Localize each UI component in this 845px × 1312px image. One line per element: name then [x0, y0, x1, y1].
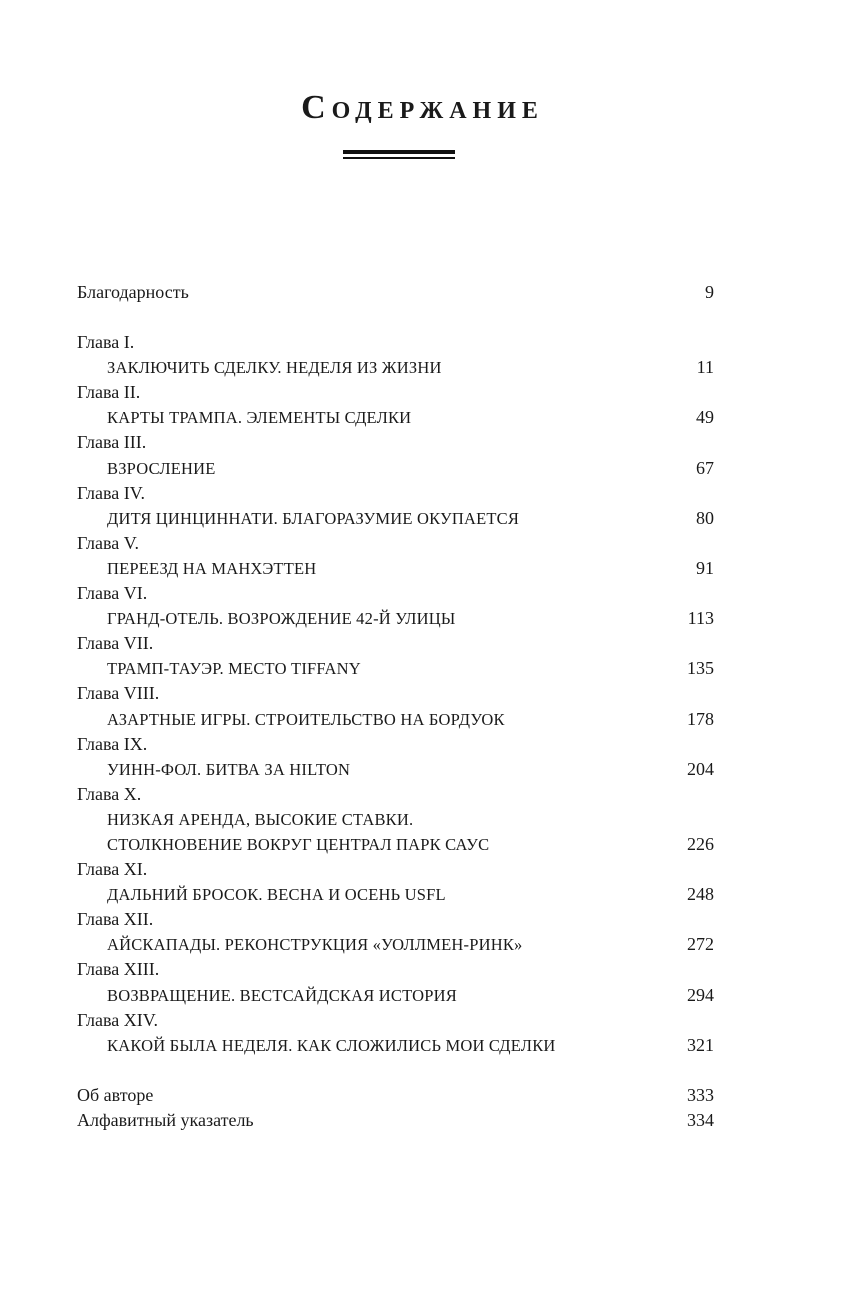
toc-entry-title: НИЗКАЯ АРЕНДА, ВЫСОКИЕ СТАВКИ. [107, 809, 414, 829]
toc-entry-page: 11 [696, 357, 714, 378]
toc-entry-chapter-4[interactable] [77, 506, 714, 531]
chapter-label: Глава I. [77, 332, 135, 353]
toc-entry-page: 333 [687, 1084, 714, 1105]
toc-entry-page: 135 [687, 658, 714, 679]
title-rule-thick [343, 150, 455, 154]
chapter-label: Глава IX. [77, 733, 148, 754]
chapter-label: Глава XI. [77, 859, 148, 880]
title-rule-thin [343, 157, 455, 159]
chapter-label: Глава XIV. [77, 1009, 158, 1030]
toc-entry-title: ДИТЯ ЦИНЦИННАТИ. БЛАГОРАЗУМИЕ ОКУПАЕТСЯ [107, 508, 520, 528]
toc-entry-chapter-10[interactable] [77, 832, 714, 857]
toc-entry-title: СТОЛКНОВЕНИЕ ВОКРУГ ЦЕНТРАЛ ПАРК САУС [107, 834, 490, 854]
toc-entry-chapter-14[interactable] [77, 1033, 714, 1058]
toc-entry-chapter-1[interactable] [77, 355, 714, 380]
toc-entry-page: 80 [696, 507, 714, 528]
toc-entry-page: 321 [687, 1034, 714, 1055]
chapter-label: Глава VIII. [77, 683, 160, 704]
chapter-label: Глава II. [77, 382, 141, 403]
toc-entry-page: 226 [687, 833, 714, 854]
toc-entry-chapter-12[interactable] [77, 932, 714, 957]
toc-entry-title: ЗАКЛЮЧИТЬ СДЕЛКУ. НЕДЕЛЯ ИЗ ЖИЗНИ [107, 358, 442, 378]
toc-entry-title: ГРАНД-ОТЕЛЬ. ВОЗРОЖДЕНИЕ 42-Й УЛИЦЫ [107, 609, 456, 629]
chapter-label: Глава VII. [77, 633, 154, 654]
toc-entry-page: 9 [705, 282, 714, 302]
toc-entry-title: ВЗРОСЛЕНИЕ [107, 458, 216, 478]
toc-entry-chapter-8[interactable] [77, 707, 714, 732]
chapter-label: Глава III. [77, 432, 147, 453]
toc-entry-chapter-6[interactable] [77, 606, 714, 631]
toc-entry-title: АЙСКАПАДЫ. РЕКОНСТРУКЦИЯ «УОЛЛМЕН-РИНК» [107, 935, 523, 955]
toc-entry-title: ДАЛЬНИЙ БРОСОК. ВЕСНА И ОСЕНЬ USFL [107, 885, 446, 905]
toc-entry-page: 49 [696, 407, 714, 428]
toc-entry-title: КАКОЙ БЫЛА НЕДЕЛЯ. КАК СЛОЖИЛИСЬ МОИ СДЕЛКИ [107, 1035, 556, 1055]
table-of-contents [77, 280, 714, 1133]
toc-entry-title: АЗАРТНЫЕ ИГРЫ. СТРОИТЕЛЬСТВО НА БОРДУОК [107, 709, 505, 729]
toc-entry-index[interactable] [77, 1108, 714, 1133]
toc-entry-about-author[interactable] [77, 1083, 714, 1108]
toc-entry-page: 67 [696, 457, 714, 478]
chapter-label: Глава XII. [77, 909, 154, 930]
toc-entry-acknowledgements[interactable] [77, 280, 714, 305]
toc-entry-page: 204 [687, 758, 714, 779]
toc-entry-page: 113 [687, 608, 714, 629]
chapter-label: Глава IV. [77, 482, 145, 503]
chapter-label: Глава XIII. [77, 959, 160, 980]
toc-entry-chapter-2[interactable] [77, 405, 714, 430]
toc-entry-title: УИНН-ФОЛ. БИТВА ЗА HILTON [107, 759, 351, 779]
toc-entry-chapter-13[interactable] [77, 983, 714, 1008]
spacer [77, 305, 714, 330]
toc-entry-title: Об авторе [77, 1084, 154, 1105]
toc-entry-title: ТРАМП-ТАУЭР. МЕСТО TIFFANY [107, 659, 361, 679]
toc-entry-title: Благодарность [77, 282, 189, 302]
toc-entry-title: КАРТЫ ТРАМПА. ЭЛЕМЕНТЫ СДЕЛКИ [107, 408, 412, 428]
toc-entry-chapter-11[interactable] [77, 882, 714, 907]
chapter-label: Глава V. [77, 532, 139, 553]
toc-entry-chapter-10-line1[interactable] [77, 807, 714, 832]
toc-entry-title: ПЕРЕЕЗД НА МАНХЭТТЕН [107, 558, 317, 578]
spacer [77, 1058, 714, 1083]
toc-entry-page: 272 [687, 934, 714, 955]
toc-entry-page: 91 [696, 557, 714, 578]
toc-entry-title: Алфавитный указатель [77, 1109, 254, 1130]
toc-entry-page: 294 [687, 984, 714, 1005]
toc-entry-title: ВОЗВРАЩЕНИЕ. ВЕСТСАЙДСКАЯ ИСТОРИЯ [107, 985, 457, 1005]
chapter-label: Глава VI. [77, 583, 148, 604]
toc-entry-page: 178 [687, 708, 714, 729]
toc-entry-page: 334 [687, 1109, 714, 1130]
toc-entry-chapter-3[interactable] [77, 456, 714, 481]
toc-entry-chapter-5[interactable] [77, 556, 714, 581]
toc-entry-page: 248 [687, 884, 714, 905]
chapter-label: Глава X. [77, 783, 142, 804]
toc-entry-chapter-9[interactable] [77, 757, 714, 782]
toc-entry-chapter-7[interactable] [77, 656, 714, 681]
page-title: Содержание [301, 89, 544, 126]
